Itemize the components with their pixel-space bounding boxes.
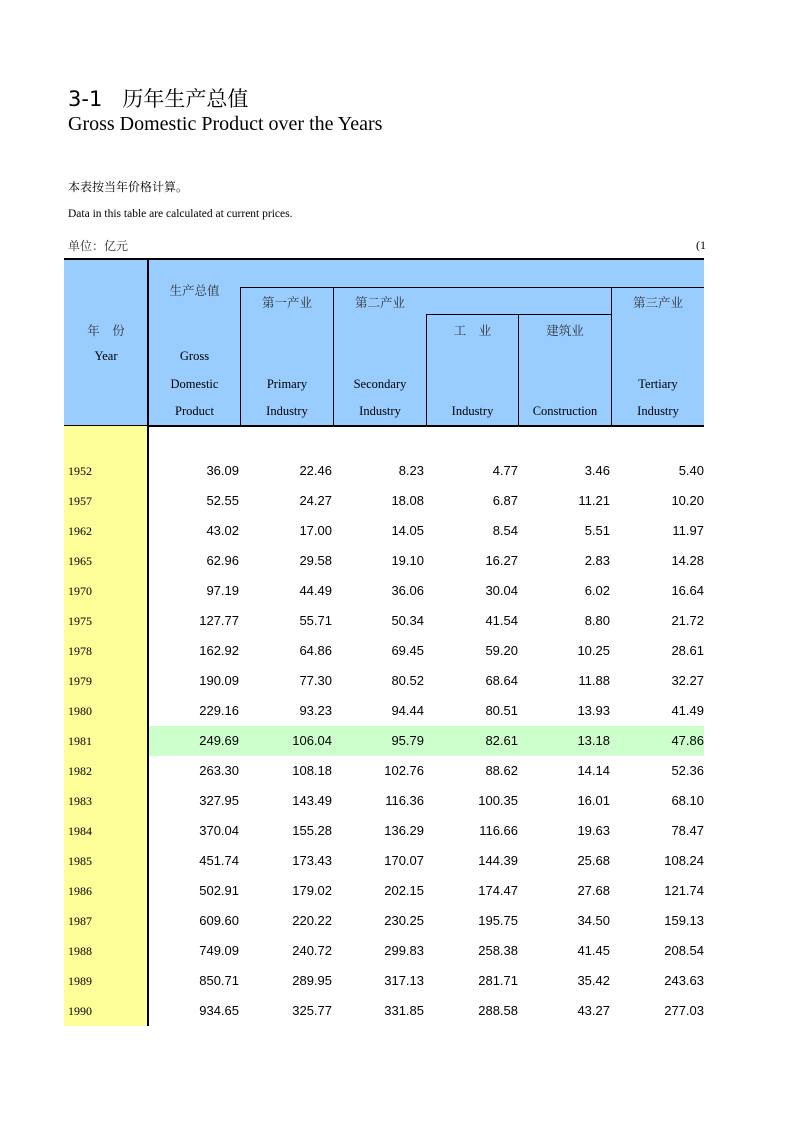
gdp-cell: 502.91: [199, 883, 239, 898]
secondary-cell: 202.15: [384, 883, 424, 898]
construction-cell: 41.45: [577, 943, 610, 958]
table-row: [64, 726, 704, 756]
industry-cell: 174.47: [478, 883, 518, 898]
secondary-cell: 8.23: [398, 463, 424, 478]
tertiary-cell: 159.13: [664, 913, 704, 928]
year-cell: 1986: [68, 884, 92, 898]
year-cell: 1978: [68, 644, 92, 658]
industry-cell: 8.54: [492, 523, 518, 538]
table-row: [64, 816, 704, 846]
gdp-cell: 263.30: [199, 763, 239, 778]
construction-cell: 11.88: [578, 673, 610, 688]
secondary-cell: 170.07: [384, 853, 424, 868]
table-row: [64, 546, 704, 576]
note-cn: 本表按当年价格计算。: [68, 180, 189, 194]
table-row: [64, 906, 704, 936]
tertiary-cell: 277.03: [664, 1003, 704, 1018]
unit-label: 单位：亿元: [68, 239, 129, 253]
header-divider: [240, 287, 704, 288]
gdp-cell: 162.92: [199, 643, 239, 658]
note-en: Data in this table are calculated at current prices.: [68, 208, 293, 220]
industry-cell: 100.35: [478, 793, 518, 808]
industry-cell: 41.54: [485, 613, 518, 628]
table-row: [64, 456, 704, 486]
header-gdp-en-3: Product: [175, 404, 214, 418]
gdp-cell: 229.16: [199, 703, 239, 718]
year-cell: 1990: [68, 1004, 92, 1018]
gdp-cell: 327.95: [199, 793, 239, 808]
tertiary-cell: 11.97: [672, 523, 704, 538]
gdp-cell: 609.60: [199, 913, 239, 928]
primary-cell: 108.18: [292, 763, 332, 778]
construction-cell: 13.93: [577, 703, 610, 718]
tertiary-cell: 52.36: [671, 763, 704, 778]
gdp-cell: 52.55: [206, 493, 239, 508]
gdp-cell: 370.04: [199, 823, 239, 838]
tertiary-cell: 5.40: [678, 463, 704, 478]
year-cell: 1988: [68, 944, 92, 958]
header-industry-en: Industry: [451, 404, 494, 418]
industry-cell: 30.04: [485, 583, 518, 598]
tertiary-cell: 10.20: [671, 493, 704, 508]
primary-cell: 220.22: [292, 913, 332, 928]
primary-cell: 55.71: [299, 613, 332, 628]
table-row: [64, 666, 704, 696]
secondary-cell: 80.52: [391, 673, 424, 688]
table-row: [64, 966, 704, 996]
header-gdp-cn: 生产总值: [169, 283, 220, 298]
tertiary-cell: 16.64: [671, 583, 704, 598]
header-secondary-cn: 第二产业: [354, 295, 405, 310]
header-tertiary-en-2: Industry: [637, 404, 679, 418]
gdp-cell: 36.09: [206, 463, 239, 478]
secondary-cell: 299.83: [384, 943, 424, 958]
construction-cell: 13.18: [577, 733, 610, 748]
secondary-cell: 14.05: [391, 523, 424, 538]
primary-cell: 64.86: [299, 643, 332, 658]
industry-cell: 16.27: [485, 553, 518, 568]
table-row: [64, 516, 704, 546]
table-row: [64, 936, 704, 966]
primary-cell: 289.95: [292, 973, 332, 988]
year-cell: 1965: [68, 554, 92, 568]
secondary-cell: 136.29: [384, 823, 424, 838]
header-primary-en-2: Industry: [266, 404, 308, 418]
secondary-cell: 116.36: [385, 793, 424, 808]
industry-cell: 281.71: [478, 973, 518, 988]
year-cell: 1981: [68, 734, 92, 748]
construction-cell: 43.27: [577, 1003, 610, 1018]
primary-cell: 179.02: [292, 883, 332, 898]
year-cell: 1952: [68, 464, 92, 478]
year-cell: 1989: [68, 974, 92, 988]
industry-cell: 288.58: [478, 1003, 518, 1018]
header-construction-en: Construction: [532, 404, 598, 418]
year-cell: 1980: [68, 704, 92, 718]
header-gdp-en-1: Gross: [179, 349, 210, 363]
industry-cell: 144.39: [478, 853, 518, 868]
year-cell: 1975: [68, 614, 92, 628]
construction-cell: 34.50: [577, 913, 610, 928]
construction-cell: 14.14: [577, 763, 610, 778]
construction-cell: 10.25: [577, 643, 610, 658]
industry-cell: 195.75: [478, 913, 518, 928]
tertiary-cell: 14.28: [671, 553, 704, 568]
header-tertiary-en-1: Tertiary: [638, 377, 678, 391]
table-row: [64, 996, 704, 1026]
primary-cell: 24.27: [299, 493, 332, 508]
secondary-cell: 19.10: [391, 553, 424, 568]
secondary-cell: 50.34: [391, 613, 424, 628]
gdp-cell: 934.65: [199, 1003, 239, 1018]
secondary-cell: 102.76: [384, 763, 424, 778]
tertiary-cell: 78.47: [671, 823, 704, 838]
year-cell: 1983: [68, 794, 92, 808]
table-row: [64, 636, 704, 666]
year-cell: 1979: [68, 674, 92, 688]
secondary-cell: 230.25: [384, 913, 424, 928]
tertiary-cell: 243.63: [664, 973, 704, 988]
header-industry-cn: 工 业: [453, 323, 492, 338]
construction-cell: 8.80: [584, 613, 610, 628]
year-cell: 1985: [68, 854, 92, 868]
title-cn-text: 历年生产总值: [122, 87, 249, 111]
tertiary-cell: 68.10: [671, 793, 704, 808]
industry-cell: 80.51: [485, 703, 518, 718]
primary-cell: 17.00: [299, 523, 332, 538]
industry-cell: 4.77: [492, 463, 518, 478]
year-cell: 1962: [68, 524, 92, 538]
table-row: [64, 786, 704, 816]
secondary-cell: 36.06: [391, 583, 424, 598]
industry-cell: 68.64: [485, 673, 518, 688]
gdp-cell: 850.71: [199, 973, 239, 988]
gdp-cell: 451.74: [199, 853, 239, 868]
table-number: 3-1: [68, 87, 103, 111]
industry-cell: 82.61: [485, 733, 518, 748]
table-row: [64, 876, 704, 906]
table-row: [64, 696, 704, 726]
primary-cell: 77.30: [299, 673, 332, 688]
secondary-cell: 317.13: [384, 973, 424, 988]
construction-cell: 19.63: [577, 823, 610, 838]
gdp-cell: 43.02: [206, 523, 239, 538]
gdp-cell: 127.77: [199, 613, 239, 628]
industry-cell: 88.62: [485, 763, 518, 778]
page-title-cn: [68, 83, 248, 113]
construction-cell: 11.21: [578, 493, 610, 508]
year-cell: 1984: [68, 824, 92, 838]
header-year-en: Year: [94, 349, 118, 363]
primary-cell: 325.77: [292, 1003, 332, 1018]
primary-cell: 155.28: [292, 823, 332, 838]
table-row: [64, 486, 704, 516]
industry-cell: 258.38: [478, 943, 518, 958]
header-tertiary-cn: 第三产业: [632, 295, 683, 310]
table-row: [64, 576, 704, 606]
secondary-cell: 18.08: [391, 493, 424, 508]
header-construction-cn: 建筑业: [546, 323, 584, 338]
primary-cell: 106.04: [292, 733, 332, 748]
year-cell: 1987: [68, 914, 92, 928]
secondary-cell: 69.45: [391, 643, 424, 658]
construction-cell: 25.68: [577, 853, 610, 868]
header-gdp-en-2: Domestic: [170, 377, 219, 391]
table-row: [64, 756, 704, 786]
primary-cell: 240.72: [292, 943, 332, 958]
gdp-cell: 249.69: [199, 733, 239, 748]
primary-cell: 44.49: [299, 583, 332, 598]
table-row: [64, 846, 704, 876]
gdp-cell: 749.09: [199, 943, 239, 958]
primary-cell: 143.49: [292, 793, 332, 808]
primary-cell: 173.43: [292, 853, 332, 868]
year-cell: 1970: [68, 584, 92, 598]
year-cell: 1982: [68, 764, 92, 778]
gdp-cell: 62.96: [206, 553, 239, 568]
secondary-cell: 331.85: [384, 1003, 424, 1018]
construction-cell: 35.42: [577, 973, 610, 988]
page-title-en: Gross Domestic Product over the Years: [68, 113, 383, 135]
construction-cell: 16.01: [577, 793, 610, 808]
header-primary-en-1: Primary: [266, 377, 308, 391]
primary-cell: 22.46: [299, 463, 332, 478]
year-cell: 1957: [68, 494, 92, 508]
tertiary-cell: 121.74: [664, 883, 704, 898]
gdp-cell: 190.09: [199, 673, 239, 688]
construction-cell: 27.68: [577, 883, 610, 898]
tertiary-cell: 41.49: [671, 703, 704, 718]
header-bottom-border: [64, 425, 704, 427]
header-secondary-en-2: Industry: [359, 404, 401, 418]
tertiary-cell: 28.61: [671, 643, 704, 658]
header-year-cn: 年 份: [87, 323, 125, 338]
primary-cell: 93.23: [299, 703, 332, 718]
industry-cell: 6.87: [492, 493, 518, 508]
table-row: [64, 606, 704, 636]
tertiary-cell: 47.86: [671, 733, 704, 748]
construction-cell: 2.83: [584, 553, 610, 568]
header-primary-cn: 第一产业: [261, 295, 312, 310]
construction-cell: 5.51: [584, 523, 610, 538]
secondary-cell: 94.44: [391, 703, 424, 718]
gdp-cell: 97.19: [206, 583, 239, 598]
secondary-cell: 95.79: [391, 733, 424, 748]
primary-cell: 29.58: [299, 553, 332, 568]
industry-cell: 116.66: [479, 823, 518, 838]
industry-cell: 59.20: [485, 643, 518, 658]
unit-right-label: (1: [696, 238, 706, 252]
tertiary-cell: 108.24: [664, 853, 704, 868]
tertiary-cell: 21.72: [671, 613, 704, 628]
construction-cell: 3.46: [584, 463, 610, 478]
tertiary-cell: 32.27: [671, 673, 704, 688]
header-secondary-en-1: Secondary: [353, 377, 407, 391]
tertiary-cell: 208.54: [664, 943, 704, 958]
construction-cell: 6.02: [584, 583, 610, 598]
